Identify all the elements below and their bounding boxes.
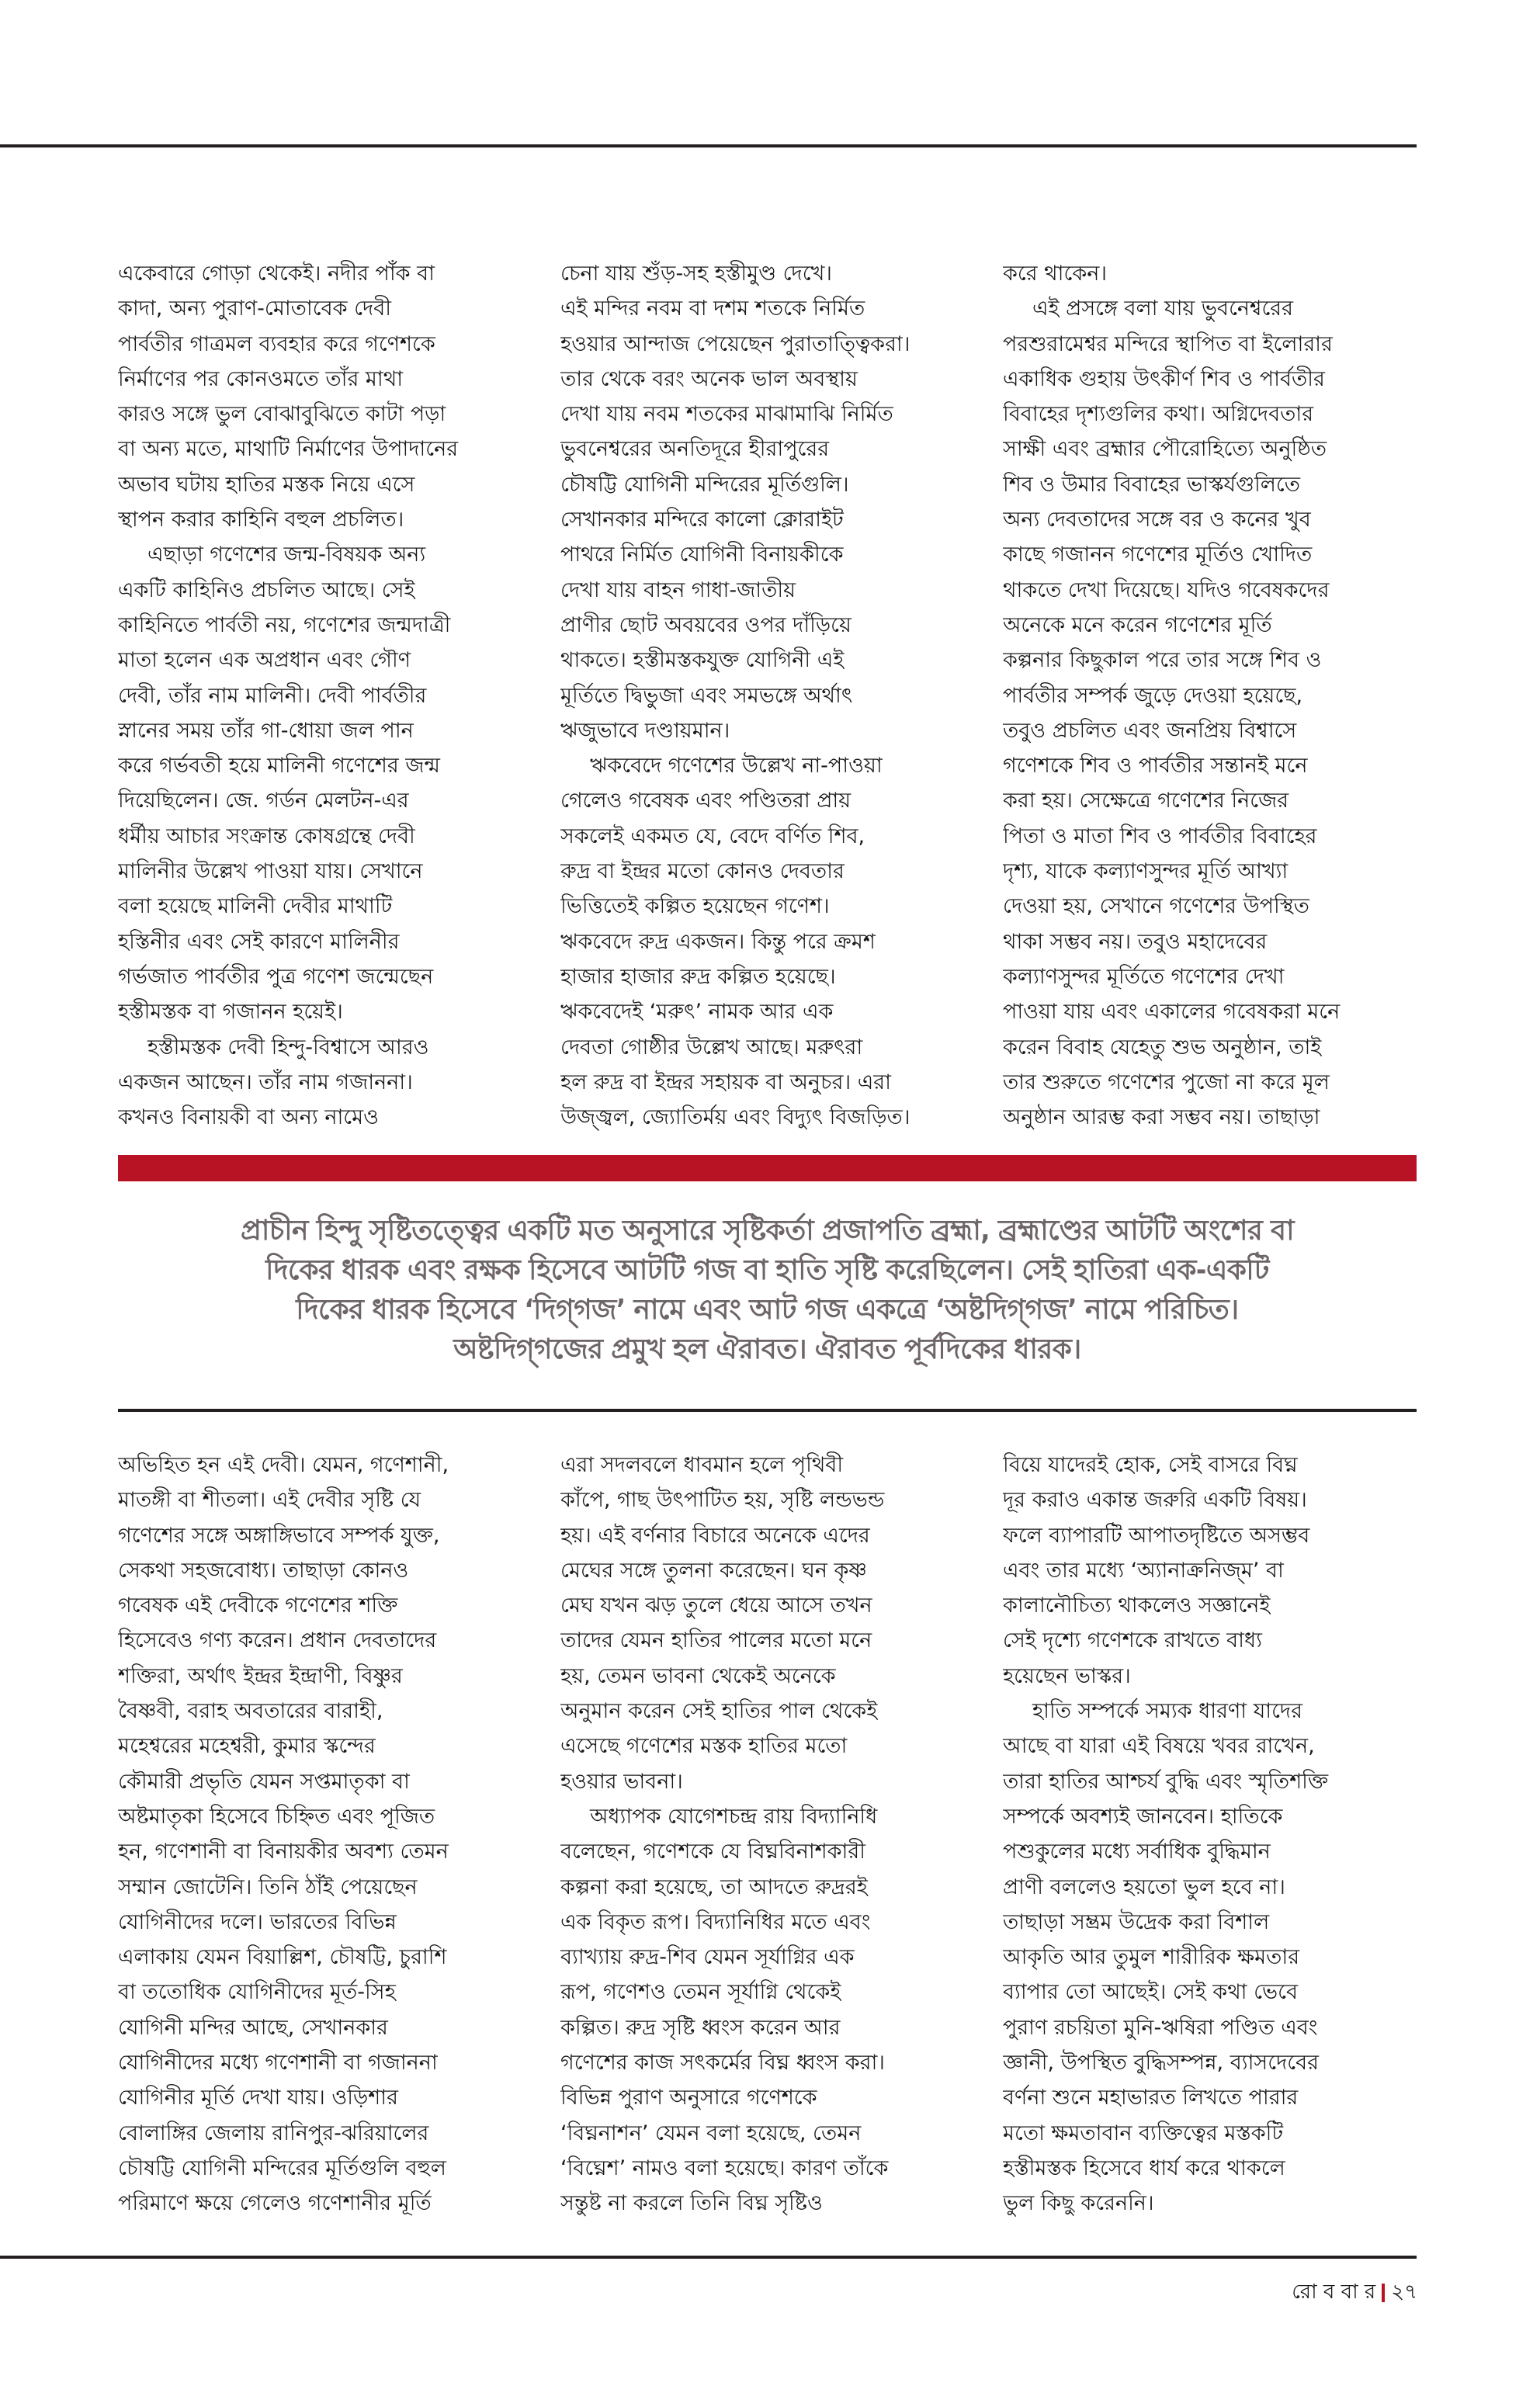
text-line: হাজার হাজার রুদ্র কল্পিত হয়েছে। xyxy=(560,964,836,989)
text-line: সম্পর্কে অবশ্যই জানবেন। হাতিকে xyxy=(1003,1804,1283,1829)
text-line: ঋকবেদেই ‘মরুৎ’ নামক আর এক xyxy=(560,1000,834,1025)
text-line: বা ততোধিক যোগিনীদের মূর্ত-সিহ xyxy=(118,1980,396,2005)
bottom-column-3 xyxy=(1003,1448,1417,2221)
text-line: জ্ঞানী, উপস্থিত বুদ্ধিসম্পন্ন, ব্যাসদেবের xyxy=(1003,2051,1320,2076)
text-line: ‘বিঘ্ননাশন’ যেমন বলা হয়েছে, তেমন xyxy=(560,2121,862,2145)
text-line: হন, গণেশানী বা বিনায়কীর অবশ্য তেমন xyxy=(118,1840,449,1864)
text-line: দিয়েছিলেন। জে. গর্ডন মেলটন-এর xyxy=(118,789,409,813)
text-line: প্রাণী বললেও হয়তো ভুল হবে না। xyxy=(1003,1875,1285,1899)
text-line: সম্মান জোটেনি। তিনি ঠাঁই পেয়েছেন xyxy=(118,1875,418,1899)
text-line: চেনা যায় শুঁড়-সহ হস্তীমুণ্ড দেখে। xyxy=(560,262,832,286)
text-line: আছে বা যারা এই বিষয়ে খবর রাখেন, xyxy=(1003,1734,1315,1759)
text-line: হল রুদ্র বা ইন্দ্রর সহায়ক বা অনুচর। এরা xyxy=(560,1070,891,1094)
bottom-columns xyxy=(118,1448,1417,2221)
footer-separator xyxy=(1382,2284,1385,2302)
text-line: মেঘ যখন ঝড় তুলে ধেয়ে আসে তখন xyxy=(560,1594,872,1618)
text-line: মালিনীর উল্লেখ পাওয়া যায়। সেখানে xyxy=(118,859,423,884)
text-line: ঋকবেদে গণেশের উল্লেখ না-পাওয়া xyxy=(590,754,883,779)
text-line: কাদা, অন্য পুরাণ-মোতাবেক দেবী xyxy=(118,297,391,321)
text-line: যোগিনীর মূর্তি দেখা যায়। ওড়িশার xyxy=(118,2086,398,2110)
text-line: থাকতে। হস্তীমস্তকযুক্ত যোগিনী এই xyxy=(560,648,845,673)
text-line: বিয়ে যাদেরই হোক, সেই বাসরে বিঘ্ন xyxy=(1003,1453,1298,1477)
text-line: কাছে গজানন গণেশের মূর্তিও খোদিত xyxy=(1003,543,1313,567)
text-line: তাদের যেমন হাতির পালের মতো মনে xyxy=(560,1628,872,1653)
text-line: হস্তিনীর এবং সেই কারণে মালিনীর xyxy=(118,929,400,954)
text-line: ঋজুভাবে দণ্ডায়মান। xyxy=(560,718,730,743)
text-line: পশুকুলের মধ্যে সর্বাধিক বুদ্ধিমান xyxy=(1003,1840,1271,1864)
text-line: অনুষ্ঠান আরম্ভ করা সম্ভব নয়। তাছাড়া xyxy=(1003,1105,1320,1130)
text-line: মতো ক্ষমতাবান ব্যক্তিত্বের মস্তকটি xyxy=(1003,2121,1284,2145)
text-line: দেখা যায় বাহন গাধা-জাতীয় xyxy=(560,577,796,602)
text-line: হস্তীমস্তক হিসেবে ধার্য করে থাকলে xyxy=(1003,2155,1285,2180)
text-line: যোগিনী মন্দির আছে, সেখানকার xyxy=(118,2015,388,2040)
pull-quote-line: প্রাচীন হিন্দু সৃষ্টিতত্ত্বের একটি মত অনুসারে সৃষ্টিকর্তা প্রজাপতি ব্রহ্মা, ব্রহ্মাণ্ডের আটটি অংশের বা xyxy=(240,1215,1295,1247)
text-line: ফলে ব্যাপারটি আপাতদৃষ্টিতে অসম্ভব xyxy=(1003,1523,1310,1548)
pull-quote xyxy=(118,1211,1417,1369)
top-column-1 xyxy=(118,256,532,1135)
page-footer xyxy=(1292,2276,1417,2310)
text-line: কখনও বিনায়কী বা অন্য নামেও xyxy=(118,1105,379,1130)
text-line: কালানৌচিত্য থাকলেও সজ্ঞানেই xyxy=(1003,1594,1271,1618)
text-line: সন্তুষ্ট না করলে তিনি বিঘ্ন সৃষ্টিও xyxy=(560,2191,823,2216)
text-line: কাঁপে, গাছ উৎপাটিত হয়, সৃষ্টি লন্ডভন্ড xyxy=(560,1488,885,1513)
bottom-column-2 xyxy=(560,1448,975,2221)
text-line: পাথরে নির্মিত যোগিনী বিনায়কীকে xyxy=(560,543,844,567)
text-line: হস্তীমস্তক বা গজানন হয়েই। xyxy=(118,1000,343,1025)
text-line: আকৃতি আর তুমুল শারীরিক ক্ষমতার xyxy=(1003,1945,1300,1970)
text-line: গেলেও গবেষক এবং পণ্ডিতরা প্রায় xyxy=(560,789,852,813)
text-line: পরিমাণে ক্ষয়ে গেলেও গণেশানীর মূর্তি xyxy=(118,2191,432,2216)
bottom-rule xyxy=(0,2256,1417,2259)
text-line: দেওয়া হয়, সেখানে গণেশের উপস্থিত xyxy=(1003,894,1309,919)
text-line: বলেছেন, গণেশকে যে বিঘ্নবিনাশকারী xyxy=(560,1840,865,1864)
text-line: নির্মাণের পর কোনওমতে তাঁর মাথা xyxy=(118,366,404,391)
text-line: সাক্ষী এবং ব্রহ্মার পৌরোহিত্যে অনুষ্ঠিত xyxy=(1003,437,1327,462)
red-accent-bar xyxy=(118,1155,1417,1181)
text-line: হস্তীমস্তক দেবী হিন্দু-বিশ্বাসে আরও xyxy=(147,1035,429,1060)
text-line: চৌষট্টি যোগিনী মন্দিরের মূর্তিগুলি। xyxy=(560,472,849,497)
text-line: একটি কাহিনিও প্রচলিত আছে। সেই xyxy=(118,577,415,602)
top-rule xyxy=(0,144,1417,147)
text-line: তার শুরুতে গণেশের পুজো না করে মূল xyxy=(1003,1070,1330,1094)
text-line: মেঘের সঙ্গে তুলনা করেছেন। ঘন কৃষ্ণ xyxy=(560,1558,867,1583)
text-line: ব্যাখ্যায় রুদ্র-শিব যেমন সূর্যাগ্নির এক xyxy=(560,1945,855,1970)
text-line: চৌষট্টি যোগিনী মন্দিরের মূর্তিগুলি বহুল xyxy=(118,2155,446,2180)
text-line: এই মন্দির নবম বা দশম শতকে নির্মিত xyxy=(560,297,865,321)
text-line: পাওয়া যায় এবং একালের গবেষকরা মনে xyxy=(1003,1000,1341,1025)
text-line: তবুও প্রচলিত এবং জনপ্রিয় বিশ্বাসে xyxy=(1003,718,1297,743)
pull-quote-line: দিকের ধারক এবং রক্ষক হিসেবে আটটি গজ বা হাতি সৃষ্টি করেছিলেন। সেই হাতিরা এক-একটি xyxy=(265,1254,1269,1286)
text-line: অষ্টমাতৃকা হিসেবে চিহ্নিত এবং পূজিত xyxy=(118,1804,435,1829)
text-line: হওয়ার ভাবনা। xyxy=(560,1769,683,1794)
top-column-2 xyxy=(560,256,975,1135)
text-line: বিভিন্ন পুরাণ অনুসারে গণেশকে xyxy=(560,2086,817,2110)
text-line: এছাড়া গণেশের জন্ম-বিষয়ক অন্য xyxy=(147,543,426,567)
text-line: মাতঙ্গী বা শীতলা। এই দেবীর সৃষ্টি যে xyxy=(118,1488,421,1513)
text-line: অভিহিত হন এই দেবী। যেমন, গণেশানী, xyxy=(118,1453,449,1477)
top-columns xyxy=(118,256,1417,1135)
text-line: পরশুরামেশ্বর মন্দিরে স্থাপিত বা ইলোরার xyxy=(1003,331,1333,356)
text-line: পুরাণ রচয়িতা মুনি-ঋষিরা পণ্ডিত এবং xyxy=(1003,2015,1318,2040)
top-column-3 xyxy=(1003,256,1417,1135)
pull-quote-line: দিকের ধারক হিসেবে ‘দিগ্‌গজ’ নামে এবং আট গজ একত্রে ‘অষ্টদিগ্‌গজ’ নামে পরিচিত। xyxy=(296,1294,1239,1326)
text-line: এসেছে গণেশের মস্তক হাতির মতো xyxy=(560,1734,848,1759)
text-line: মহেশ্বরের মহেশ্বরী, কুমার স্কন্দের xyxy=(118,1734,376,1759)
text-line: করে থাকেন। xyxy=(1003,262,1107,286)
text-line: ভিত্তিতেই কল্পিত হয়েছেন গণেশ। xyxy=(560,894,830,919)
text-line: অন্য দেবতাদের সঙ্গে বর ও কনের খুব xyxy=(1003,508,1311,532)
bottom-column-1 xyxy=(118,1448,532,2221)
text-line: হয়, তেমন ভাবনা থেকেই অনেকে xyxy=(560,1663,836,1688)
text-line: তারা হাতির আশ্চর্য বুদ্ধি এবং স্মৃতিশক্তি xyxy=(1003,1769,1329,1794)
text-line: কৌমারী প্রভৃতি যেমন সপ্তমাতৃকা বা xyxy=(118,1769,410,1794)
text-line: অভাব ঘটায় হাতির মস্তক নিয়ে এসে xyxy=(118,472,415,497)
text-line: রুদ্র বা ইন্দ্রর মতো কোনও দেবতার xyxy=(560,859,845,884)
text-line: যোগিনীদের দলে। ভারতের বিভিন্ন xyxy=(118,1909,397,1934)
text-line: বলা হয়েছে মালিনী দেবীর মাথাটি xyxy=(118,894,393,919)
text-line: একাধিক গুহায় উৎকীর্ণ শিব ও পার্বতীর xyxy=(1003,366,1325,391)
text-line: এরা সদলবলে ধাবমান হলে পৃথিবী xyxy=(560,1453,844,1477)
text-line: পার্বতীর গাত্রমল ব্যবহার করে গণেশকে xyxy=(118,331,435,356)
text-line: দূর করাও একান্ত জরুরি একটি বিষয়। xyxy=(1003,1488,1307,1513)
text-line: দৃশ্য, যাকে কল্যাণসুন্দর মূর্তি আখ্যা xyxy=(1003,859,1289,884)
text-line: গণেশের সঙ্গে অঙ্গাঙ্গিভাবে সম্পর্ক যুক্ত, xyxy=(118,1523,440,1548)
text-line: এলাকায় যেমন বিয়াল্লিশ, চৌষট্টি, চুরাশি xyxy=(118,1945,447,1970)
text-line: কল্যাণসুন্দর মূর্তিতে গণেশের দেখা xyxy=(1003,964,1285,989)
text-line: কল্পিত। রুদ্র সৃষ্টি ধ্বংস করেন আর xyxy=(560,2015,841,2040)
text-line: দেবী, তাঁর নাম মালিনী। দেবী পার্বতীর xyxy=(118,683,427,708)
text-line: অধ্যাপক যোগেশচন্দ্র রায় বিদ্যানিধি xyxy=(590,1804,878,1829)
text-line: বা অন্য মতে, মাথাটি নির্মাণের উপাদানের xyxy=(118,437,459,462)
text-line: ভুবনেশ্বরের অনতিদূরে হীরাপুরের xyxy=(560,437,830,462)
text-line: শক্তিরা, অর্থাৎ ইন্দ্রর ইন্দ্রাণী, বিষ্ণুর xyxy=(118,1663,403,1688)
text-line: বিবাহের দৃশ্যগুলির কথা। অগ্নিদেবতার xyxy=(1003,402,1314,427)
text-line: গণেশের কাজ সৎকর্মের বিঘ্ন ধ্বংস করা। xyxy=(560,2051,885,2076)
text-line: একেবারে গোড়া থেকেই। নদীর পাঁক বা xyxy=(118,262,435,286)
text-line: কারও সঙ্গে ভুল বোঝাবুঝিতে কাটা পড়া xyxy=(118,402,446,427)
text-line: সেই দৃশ্যে গণেশকে রাখতে বাধ্য xyxy=(1003,1628,1262,1653)
text-line: বৈষ্ণবী, বরাহ অবতারের বারাহী, xyxy=(118,1699,383,1724)
text-line: মূর্তিতে দ্বিভুজা এবং সমভঙ্গে অর্থাৎ xyxy=(560,683,853,708)
text-line: থাকতে দেখা দিয়েছে। যদিও গবেষকদের xyxy=(1003,577,1330,602)
text-line: তার থেকে বরং অনেক ভাল অবস্থায় xyxy=(560,366,858,391)
text-line: দেবতা গোষ্ঠীর উল্লেখ আছে। মরুৎরা xyxy=(560,1035,863,1060)
text-line: শিব ও উমার বিবাহের ভাস্কর্যগুলিতে xyxy=(1003,472,1300,497)
text-line: হয়েছেন ভাস্কর। xyxy=(1003,1663,1131,1688)
text-line: সেকথা সহজবোধ্য। তাছাড়া কোনও xyxy=(118,1558,409,1583)
text-line: স্নানের সময় তাঁর গা-ধোয়া জল পান xyxy=(118,718,414,743)
text-line: ঋকবেদে রুদ্র একজন। কিন্তু পরে ক্রমশ xyxy=(560,929,876,954)
text-line: করা হয়। সেক্ষেত্রে গণেশের নিজের xyxy=(1003,789,1289,813)
text-line: গর্ভজাত পার্বতীর পুত্র গণেশ জন্মেছেন xyxy=(118,964,434,989)
text-line: বর্ণনা শুনে মহাভারত লিখতে পারার xyxy=(1003,2086,1299,2110)
text-line: তাছাড়া সম্ভ্রম উদ্রেক করা বিশাল xyxy=(1003,1909,1270,1934)
text-line: কল্পনা করা হয়েছে, তা আদতে রুদ্ররই xyxy=(560,1875,868,1899)
text-line: উজ্জ্বল, জ্যোতির্ময় এবং বিদ্যুৎ বিজড়িত। xyxy=(560,1105,910,1130)
text-line: হাতি সম্পর্কে সম্যক ধারণা যাদের xyxy=(1032,1699,1302,1724)
text-line: এক বিকৃত রূপ। বিদ্যানিধির মতে এবং xyxy=(560,1909,871,1934)
text-line: কাহিনিতে পার্বতী নয়, গণেশের জন্মদাত্রী xyxy=(118,612,451,637)
text-line: পার্বতীর সম্পর্ক জুড়ে দেওয়া হয়েছে, xyxy=(1003,683,1303,708)
text-line: এবং তার মধ্যে ‘অ্যানাক্রনিজ্‌ম’ বা xyxy=(1003,1558,1284,1583)
text-line: স্থাপন করার কাহিনি বহুল প্রচলিত। xyxy=(118,508,404,532)
section-divider xyxy=(118,1409,1417,1412)
text-line: ব্যাপার তো আছেই। সেই কথা ভেবে xyxy=(1003,1980,1299,2005)
text-line: হিসেবেও গণ্য করেন। প্রধান দেবতাদের xyxy=(118,1628,437,1653)
text-line: থাকা সম্ভব নয়। তবুও মহাদেবের xyxy=(1003,929,1268,954)
text-line: অনেকে মনে করেন গণেশের মূর্তি xyxy=(1003,612,1272,637)
text-line: পিতা ও মাতা শিব ও পার্বতীর বিবাহের xyxy=(1003,824,1317,848)
text-line: করেন বিবাহ যেহেতু শুভ অনুষ্ঠান, তাই xyxy=(1003,1035,1322,1060)
text-line: রূপ, গণেশও তেমন সূর্যাগ্নি থেকেই xyxy=(560,1980,841,2005)
text-line: বোলাঙ্গির জেলায় রানিপুর-ঝরিয়ালের xyxy=(118,2121,429,2145)
text-line: গবেষক এই দেবীকে গণেশের শক্তি xyxy=(118,1594,398,1618)
text-line: গণেশকে শিব ও পার্বতীর সন্তানই মনে xyxy=(1003,754,1308,779)
text-line: মাতা হলেন এক অপ্রধান এবং গৌণ xyxy=(118,648,411,673)
text-line: হওয়ার আন্দাজ পেয়েছেন পুরাতাত্ত্বিকরা। xyxy=(560,331,910,356)
text-line: সকলেই একমত যে, বেদে বর্ণিত শিব, xyxy=(560,824,865,848)
text-line: যোগিনীদের মধ্যে গণেশানী বা গজাননা xyxy=(118,2051,438,2076)
magazine-name: রো ব বা র xyxy=(1292,2280,1376,2304)
text-line: এই প্রসঙ্গে বলা যায় ভুবনেশ্বরের xyxy=(1032,297,1293,321)
text-line: ভুল কিছু করেননি। xyxy=(1003,2191,1154,2216)
text-line: সেখানকার মন্দিরে কালো ক্লোরাইট xyxy=(560,508,844,532)
pull-quote-line: অষ্টদিগ্‌গজের প্রমুখ হল ঐরাবত। ঐরাবত পূর্বদিকের ধারক। xyxy=(453,1333,1081,1365)
text-line: ধর্মীয় আচার সংক্রান্ত কোষগ্রন্থে দেবী xyxy=(118,824,415,848)
text-line: ‘বিঘ্নেশ’ নামও বলা হয়েছে। কারণ তাঁকে xyxy=(560,2155,889,2180)
text-line: দেখা যায় নবম শতকের মাঝামাঝি নির্মিত xyxy=(560,402,893,427)
text-line: করে গর্ভবতী হয়ে মালিনী গণেশের জন্ম xyxy=(118,754,440,779)
page-number: ২৭ xyxy=(1391,2280,1417,2304)
text-line: একজন আছেন। তাঁর নাম গজাননা। xyxy=(118,1070,413,1094)
text-line: অনুমান করেন সেই হাতির পাল থেকেই xyxy=(560,1699,878,1724)
text-line: হয়। এই বর্ণনার বিচারে অনেকে এদের xyxy=(560,1523,870,1548)
text-line: প্রাণীর ছোট অবয়বের ওপর দাঁড়িয়ে xyxy=(560,612,852,637)
text-line: কল্পনার কিছুকাল পরে তার সঙ্গে শিব ও xyxy=(1003,648,1322,673)
